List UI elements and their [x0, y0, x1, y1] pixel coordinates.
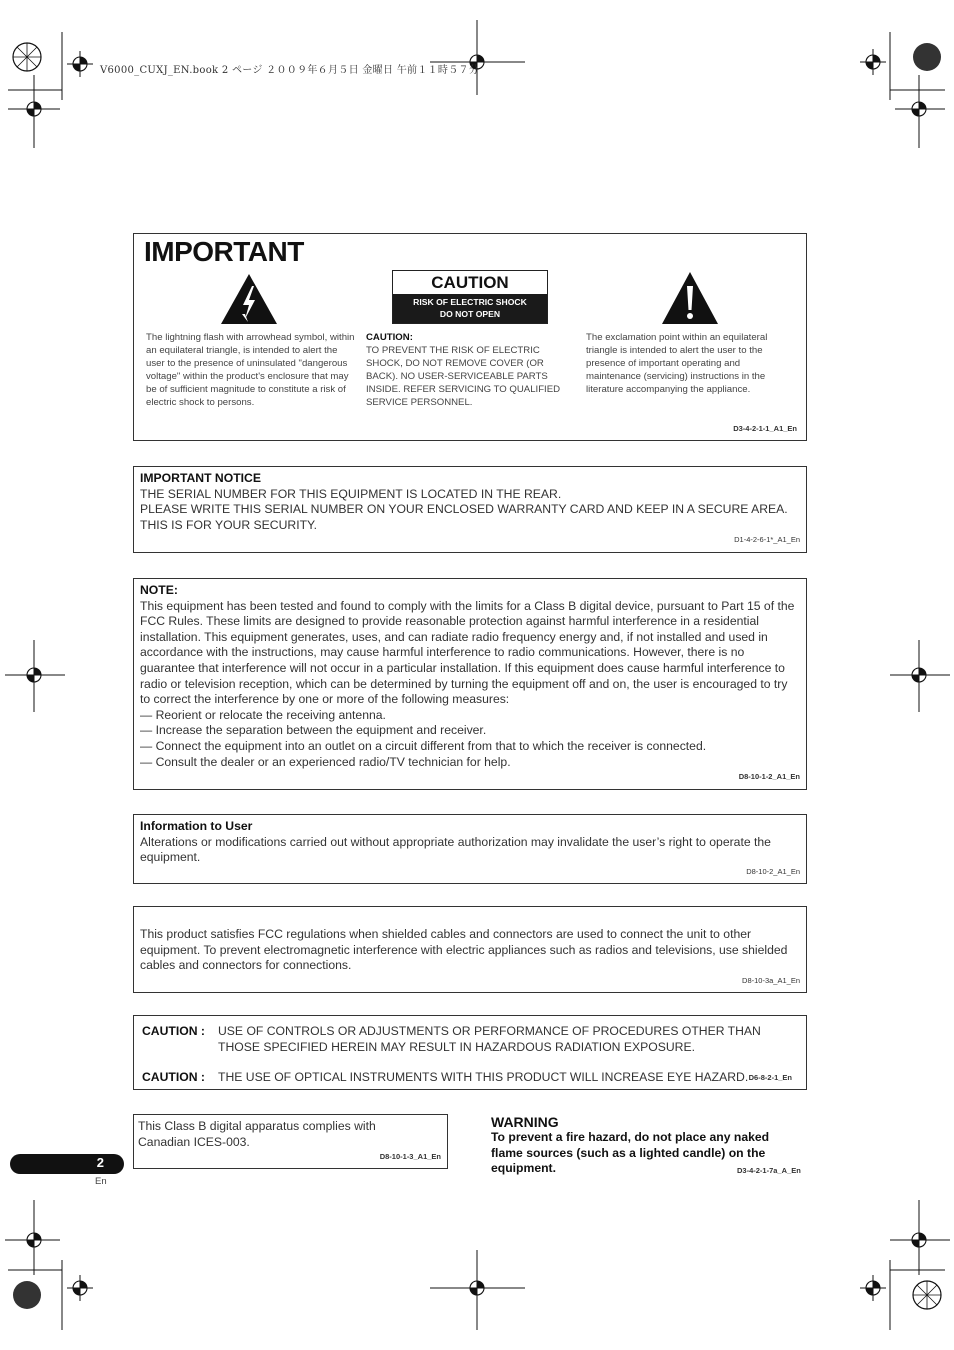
print-file-info: V6000_CUXJ_EN.book 2 ページ ２００９年６月５日 金曜日 午前１１時５７分 [100, 65, 480, 76]
info-to-user-box [133, 814, 807, 884]
note-paragraph: This equipment has been tested and found to comply with the limits for a Class B digital device, pursuant to Part 15 of the FCC Rules. These limits are designed to provide reasonable protection against harmful interference in a residential installation. This equipment generates, uses, and can radiate radio frequency energy and, if not installed and used in accordance with the instructions, may cause harmful interference to radio communications. However, there is no guarantee that interference will not occur in a particular installation. If this equipment does cause harmful interference to radio or television reception, which can be determined by turning the equipment off and on, the user is encouraged to try to correct the interference by one or more of the following measures: [140, 598, 795, 707]
section-code: D6-8-2-1_En [748, 1073, 792, 1082]
caution-label: CAUTION : [142, 1070, 205, 1084]
section-code: D8-10-1-2_A1_En [738, 772, 800, 781]
measure-item: — Reorient or relocate the receiving antenna. [140, 707, 386, 722]
fcc-cable-box [133, 906, 807, 993]
notice-line: PLEASE WRITE THIS SERIAL NUMBER ON YOUR ENCLOSED WARRANTY CARD AND KEEP IN A SECURE AREA. [140, 502, 788, 517]
warning-text: To prevent a fire hazard, do not place any naked flame sources (such as a lighted candle) on the equipment. [491, 1130, 770, 1176]
exclamation-description: The exclamation point within an equilateral triangle is intended to alert the user to the presence of important operating and maintenance (servicing) instructions in the literature accompanying the appliance. [586, 332, 768, 395]
measure-item: — Increase the separation between the equipment and receiver. [140, 723, 487, 738]
page-language: En [95, 1176, 107, 1187]
fcc-note-box [133, 578, 807, 790]
info-content [140, 819, 796, 866]
notice-line: THE SERIAL NUMBER FOR THIS EQUIPMENT IS LOCATED IN THE REAR. [140, 486, 562, 501]
exclamation-warning-icon [660, 270, 720, 326]
note-content [140, 583, 796, 770]
caution-description [366, 332, 570, 409]
section-code: D8-10-2_A1_En [746, 867, 800, 876]
caution-badge [392, 270, 548, 324]
caution-text: USE OF CONTROLS OR ADJUSTMENTS OR PERFORMANCE OF PROCEDURES OTHER THAN THOSE SPECIFIED HEREIN MAY RESULT IN HAZARDOUS RADIATION EXPOSURE. [218, 1024, 761, 1054]
notice-line: THIS IS FOR YOUR SECURITY. [140, 517, 317, 532]
note-heading: NOTE: [140, 583, 178, 597]
canada-text: This Class B digital apparatus complies with Canadian ICES-003. [138, 1119, 376, 1149]
caution-row-2 [142, 1070, 802, 1086]
page-number: 2 [96, 1155, 104, 1170]
section-code: D8-10-3a_A1_En [742, 976, 800, 985]
caution-badge-title: CAUTION [431, 273, 509, 292]
notice-heading: IMPORTANT NOTICE [140, 471, 261, 485]
caution-row-1 [142, 1024, 802, 1055]
measure-item: — Consult the dealer or an experienced radio/TV technician for help. [140, 754, 511, 769]
warning-heading: WARNING [491, 1114, 559, 1130]
laser-caution-box [133, 1015, 807, 1090]
caution-text: TO PREVENT THE RISK OF ELECTRIC SHOCK, DO NOT REMOVE COVER (OR BACK). NO USER-SERVICEABLE PARTS INSIDE. REFER SERVICING TO QUALIFIED SERVICE PERSONNEL. [366, 344, 561, 408]
info-heading: Information to User [140, 819, 253, 833]
measure-item: — Connect the equipment into an outlet on a circuit different from that to which the receiver is connected. [140, 738, 707, 753]
section-code: D3-4-2-1-1_A1_En [733, 424, 797, 433]
lightning-description: The lightning flash with arrowhead symbol, within an equilateral triangle, is intended to alert the user to the presence of uninsulated "dangerous voltage" within the product's enclosure that may be of sufficient magnitude to constitute a risk of electric shock to persons. [146, 332, 355, 408]
section-code: D1-4-2-6-1*_A1_En [734, 535, 800, 544]
important-title: IMPORTANT [144, 236, 304, 267]
canada-ices-box [133, 1114, 448, 1169]
lightning-warning-icon [219, 272, 279, 326]
fcc-text: This product satisfies FCC regulations when shielded cables and connectors are used to connect the unit to other equipment. To prevent electromagnetic interference with electric appliances such as radios and televisions, use shielded cables and connectors for connections. [140, 927, 788, 973]
caution-badge-line2: DO NOT OPEN [439, 309, 501, 319]
notice-content [140, 471, 800, 533]
caution-label: CAUTION : [142, 1024, 205, 1038]
caution-text: THE USE OF OPTICAL INSTRUMENTS WITH THIS PRODUCT WILL INCREASE EYE HAZARD. [218, 1070, 749, 1084]
section-code: D3-4-2-1-7a_A_En [737, 1166, 801, 1175]
caution-label: CAUTION: [366, 332, 413, 343]
caution-badge-line1: RISK OF ELECTRIC SHOCK [413, 297, 527, 307]
important-notice-box [133, 466, 807, 553]
caution-badge-subtitle [393, 294, 547, 323]
info-text: Alterations or modifications carried out without appropriate authorization may invalidate the user’s right to operate the equipment. [140, 834, 771, 865]
important-box [133, 233, 807, 441]
page-number-bar [10, 1154, 124, 1174]
section-code: D8-10-1-3_A1_En [379, 1152, 441, 1161]
